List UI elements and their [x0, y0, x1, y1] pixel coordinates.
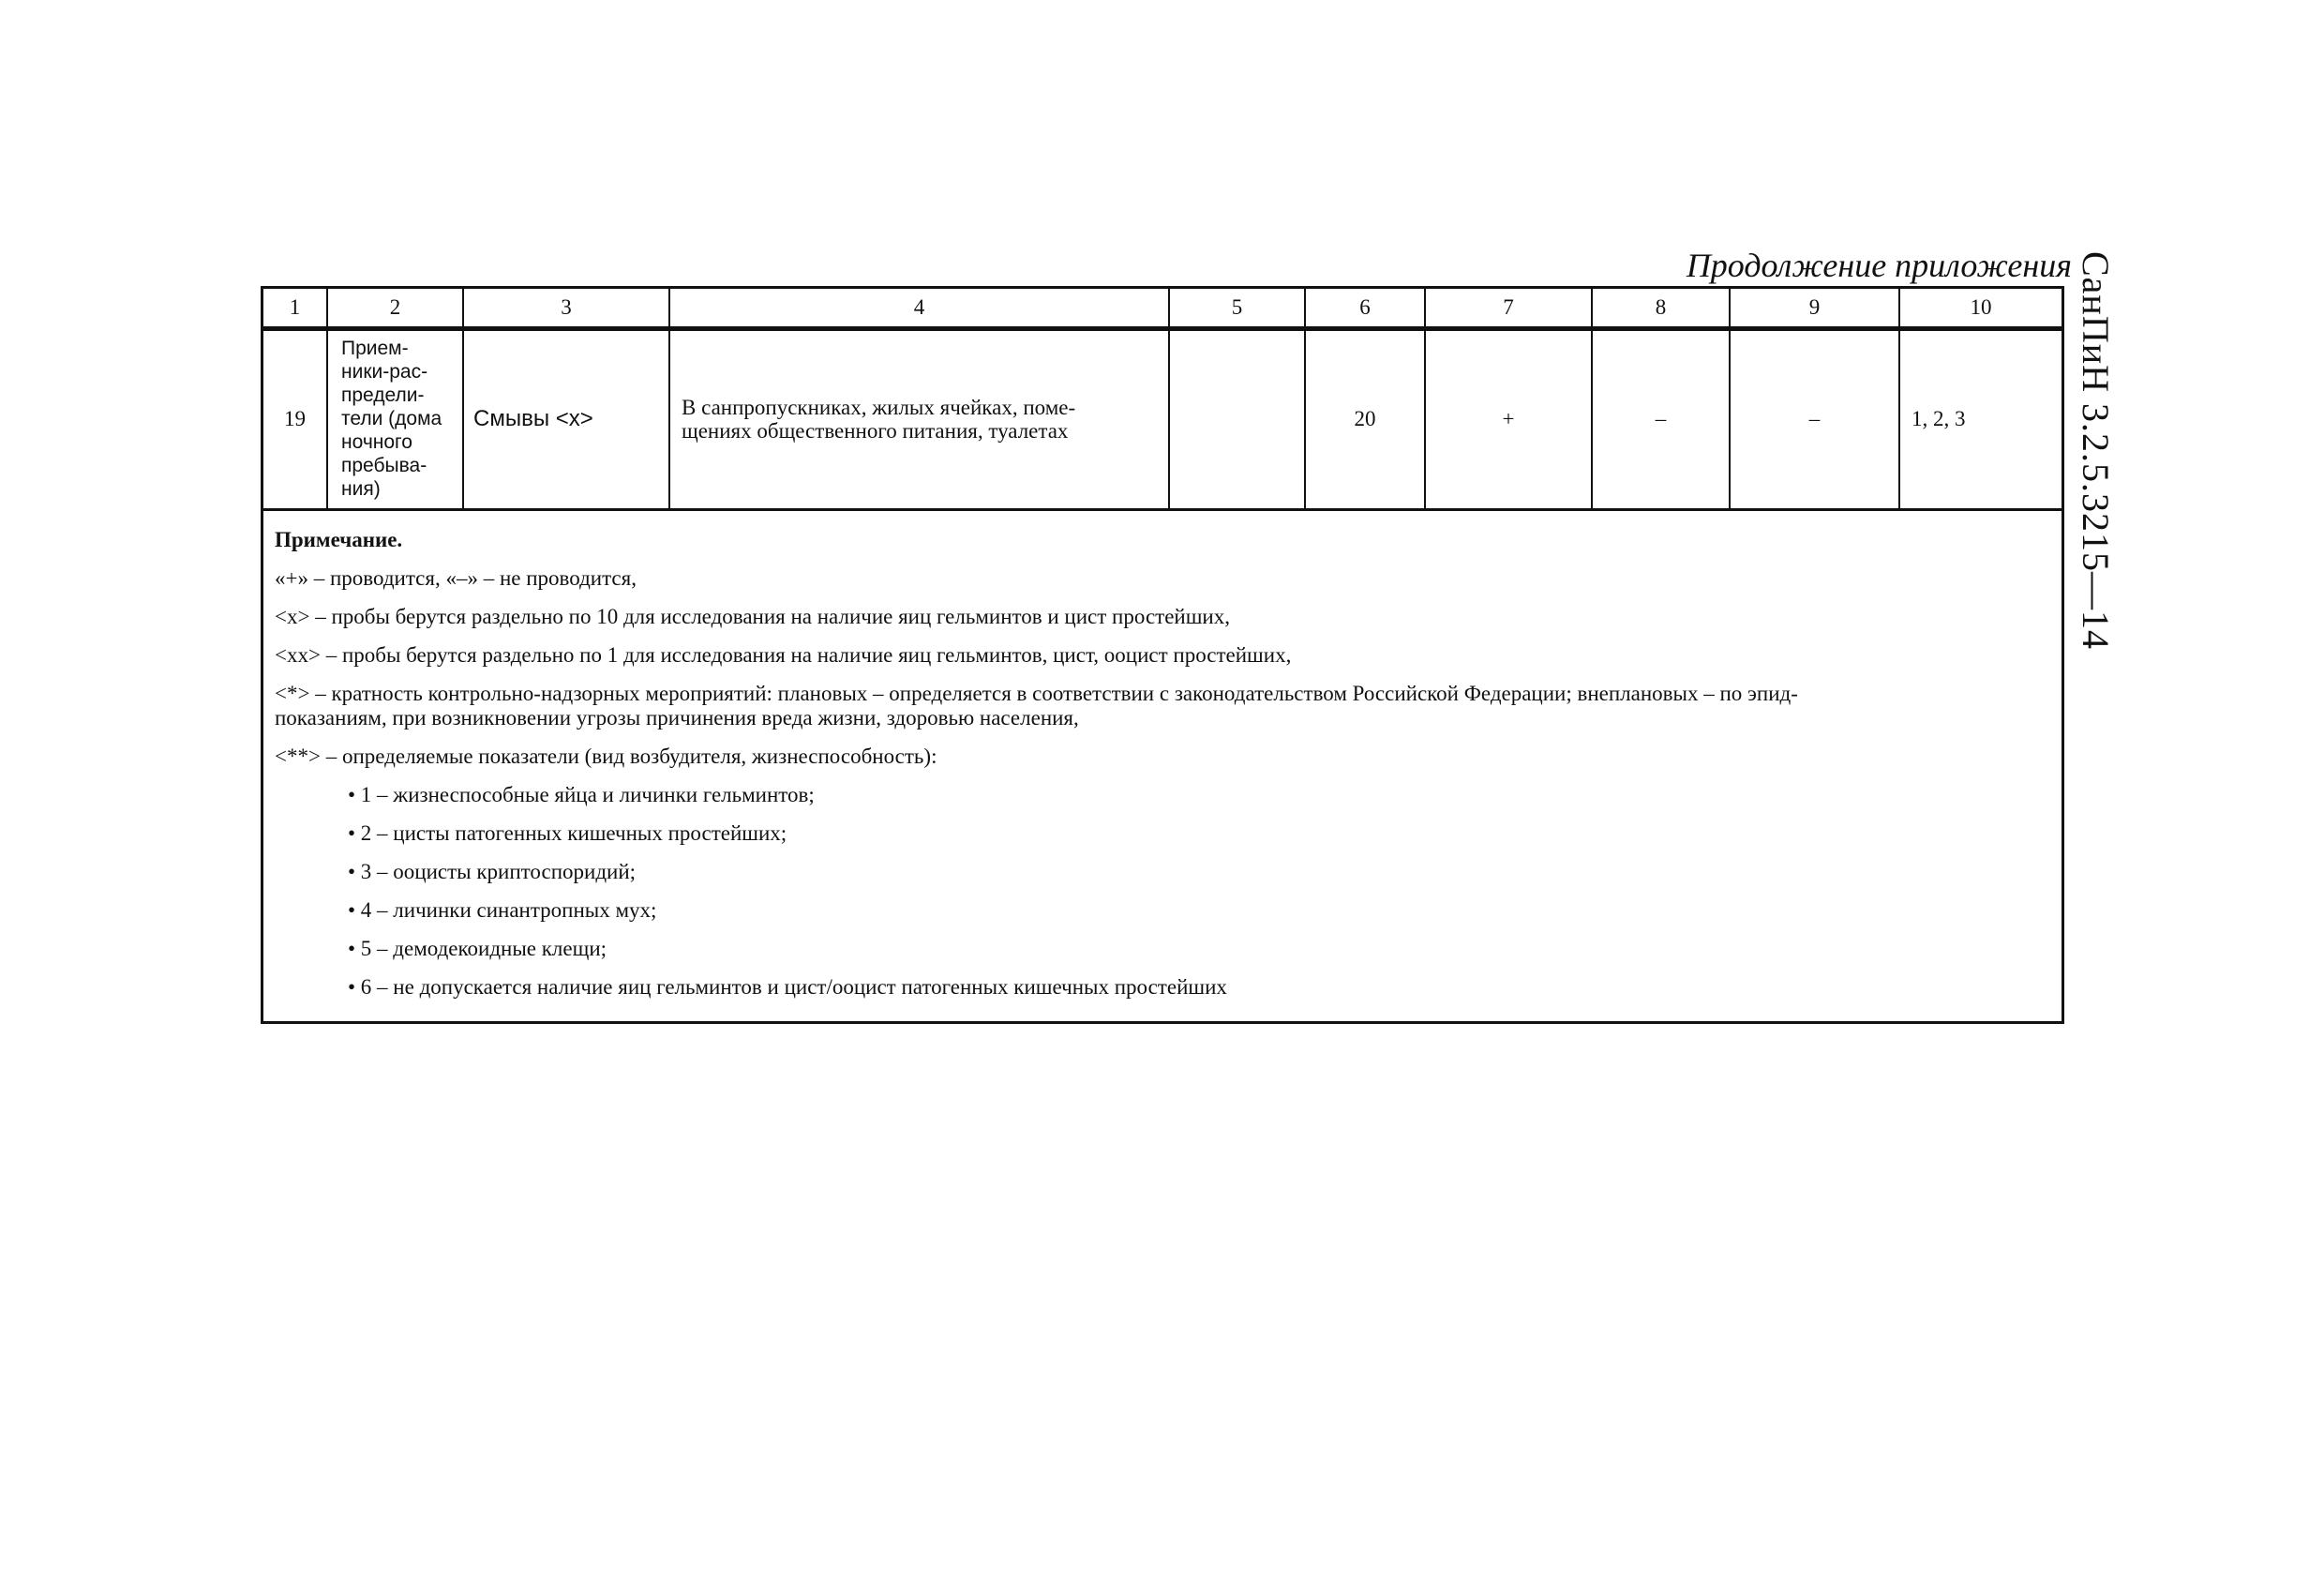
- header-cell: 10: [1899, 289, 2062, 328]
- sample-type-cell: Смывы <х>: [463, 328, 669, 509]
- note-list-item: • 4 – личинки синантропных мух;: [348, 898, 657, 922]
- notes-title: Примечание.: [275, 528, 403, 551]
- appendix-table: [263, 289, 2062, 511]
- object-name-line: тели (дома: [341, 407, 442, 429]
- continuation-caption: Продолжение приложения: [1686, 247, 2072, 284]
- col7-cell: +: [1425, 328, 1592, 509]
- header-cell: 8: [1592, 289, 1730, 328]
- col9-cell: –: [1730, 328, 1899, 509]
- note-list-item: • 6 – не допускается наличие яиц гельминтов и цист/ооцист патогенных кишечных простейших: [348, 975, 1227, 999]
- object-name-line: предели-: [341, 384, 425, 406]
- note-line: <**> – определяемые показатели (вид возбудителя, жизнеспособность):: [275, 745, 937, 768]
- note-list-item: • 2 – цисты патогенных кишечных простейших;: [348, 821, 787, 845]
- indicators-cell: 1, 2, 3: [1899, 328, 2062, 509]
- note-line: показаниям, при возникновении угрозы причинения вреда жизни, здоровью населения,: [275, 706, 1079, 730]
- header-cell: 9: [1730, 289, 1899, 328]
- object-name-line: пребыва-: [341, 454, 427, 476]
- note-line: <*> – кратность контрольно-надзорных мероприятий: плановых – определяется в соответствии с законодательством Российской Федерации; внеплановых – по эпид-: [275, 682, 1798, 705]
- note-line: <х> – пробы берутся раздельно по 10 для исследования на наличие яиц гельминтов и цист простейших,: [275, 605, 1230, 628]
- note-list-item: • 3 – ооцисты криптоспоридий;: [348, 860, 637, 883]
- object-name-line: Прием-: [341, 337, 409, 359]
- header-cell: 6: [1305, 289, 1425, 328]
- appendix-table-frame: [261, 286, 2064, 1024]
- note-list-item: • 1 – жизнеспособные яйца и личинки гельминтов;: [348, 783, 815, 806]
- note-list-item: • 5 – демодекоидные клещи;: [348, 937, 607, 960]
- note-line: <хх> – пробы берутся раздельно по 1 для исследования на наличие яиц гельминтов, цист, ооцист простейших,: [275, 643, 1292, 667]
- location-line: щениях общественного питания, туалетах: [682, 419, 1069, 443]
- location-line: В санпропускниках, жилых ячейках, поме-: [682, 396, 1076, 419]
- col5-cell: [1169, 328, 1305, 509]
- header-cell: 7: [1425, 289, 1592, 328]
- header-cell: 2: [327, 289, 463, 328]
- object-name-line: ночного: [341, 430, 412, 453]
- object-name-line: ники-рас-: [341, 360, 428, 383]
- header-cell: 5: [1169, 289, 1305, 328]
- header-cell: 3: [463, 289, 669, 328]
- document-code: СанПиН 3.2.5.3215—14: [2075, 251, 2117, 651]
- col8-cell: –: [1592, 328, 1730, 509]
- header-cell: 4: [669, 289, 1169, 328]
- object-name-line: ния): [341, 477, 381, 500]
- object-name-cell: [327, 328, 463, 509]
- header-cell: 1: [263, 289, 327, 328]
- location-cell: [669, 328, 1169, 509]
- note-line: «+» – проводится, «–» – не проводится,: [275, 566, 637, 590]
- table-header-row: [263, 289, 2062, 328]
- notes-section: [275, 528, 2047, 1014]
- sample-count-cell: 20: [1305, 328, 1425, 509]
- table-row: [263, 328, 2062, 509]
- row-number: 19: [263, 328, 327, 509]
